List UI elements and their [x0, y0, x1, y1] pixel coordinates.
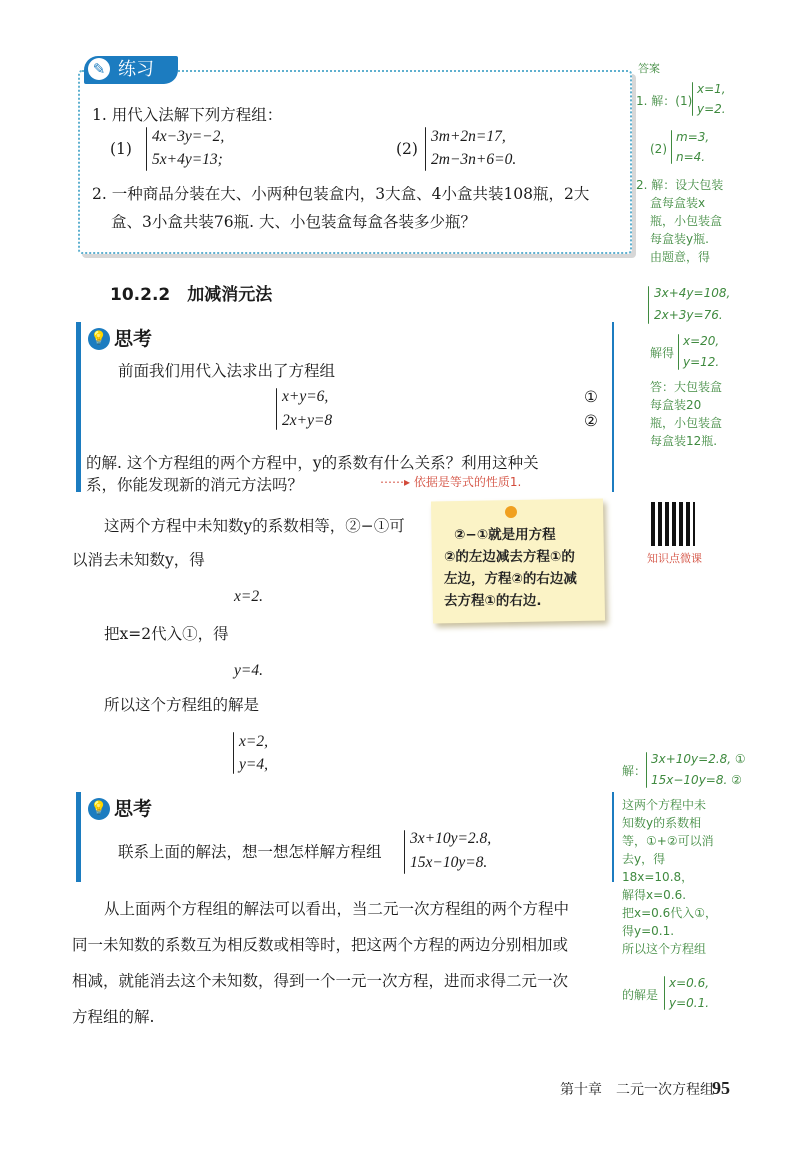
think-title: 思考 — [114, 798, 153, 820]
brace — [692, 82, 693, 116]
sticky-line: ②−①就是用方程 — [454, 527, 556, 543]
answer-2-eq1: 3x+4y=108, — [654, 286, 731, 300]
answer-1-prefix: 1. 解：(1) — [636, 94, 693, 108]
exercise-q1a-label: (1) — [110, 140, 132, 158]
body-eq-x: x=2. — [234, 588, 263, 605]
section-title: 10.2.2 加减消元法 — [110, 285, 273, 305]
brace — [404, 830, 405, 874]
exercise-q1-intro: 1. 用代入法解下列方程组： — [92, 106, 283, 124]
exercise-q1b-eq2: 2m−3n+6=0. — [431, 151, 517, 168]
think2-eq2: 15x−10y=8. — [410, 854, 488, 871]
side-b-eq1: 3x+10y=2.8, ① — [651, 752, 746, 766]
sticky-line: 左边，方程②的右边减 — [444, 571, 577, 587]
answer-line: 这两个方程中未 — [622, 798, 707, 812]
conclusion-line1: 从上面两个方程组的解法可以看出，当二元一次方程组的两个方程中 — [104, 900, 570, 918]
brace — [648, 286, 649, 324]
answer-line: 所以这个方程组 — [622, 942, 707, 956]
sticky-line: 去方程①的右边. — [444, 593, 542, 609]
answer-1b-m: m=3, — [676, 130, 710, 144]
body-eq-y: y=4. — [234, 662, 263, 679]
answer-1b-prefix: (2) — [650, 142, 667, 156]
qr-code[interactable] — [651, 502, 695, 546]
answer-line: 盒每盒装x — [650, 196, 706, 210]
brace — [646, 752, 647, 788]
exercise-title: 练习 — [118, 59, 154, 80]
exercise-q1b-label: (2) — [396, 140, 418, 158]
answer-2-eq2: 2x+3y=76. — [654, 308, 723, 322]
answer-2-x: x=20, — [683, 334, 720, 348]
think1-line1: 前面我们用代入法求出了方程组 — [118, 362, 336, 380]
body-p1-line2: 以消去未知数y，得 — [72, 551, 205, 569]
side-b-text — [622, 796, 732, 958]
answer-line: 答：大包装盒 — [650, 380, 723, 394]
answer-line: 去y，得18x=10.8， — [622, 852, 694, 884]
exercise-q1a-eq2: 5x+4y=13; — [152, 151, 223, 168]
answer-line: 每盒装20 — [650, 398, 702, 412]
lightbulb-icon: 💡 — [88, 798, 110, 820]
conclusion-line4: 方程组的解. — [72, 1008, 155, 1026]
conclusion-line2: 同一未知数的系数互为相反数或相等时，把这两个方程的两边分别相加或 — [72, 936, 569, 954]
brace — [678, 334, 679, 370]
eq-number: ① — [584, 388, 598, 406]
side-b-prefix: 解： — [622, 764, 647, 778]
think-title: 思考 — [114, 328, 153, 350]
exercise-q1a-eq1: 4x−3y=−2, — [152, 128, 225, 145]
side-b-y: y=0.1. — [669, 996, 710, 1010]
answer-line: 瓶，小包装盒 — [650, 214, 723, 228]
answer-line: 等，①+②可以消 — [622, 834, 714, 848]
answer-2-conclusion — [650, 378, 734, 450]
answer-line: 得y=0.1. — [622, 924, 675, 938]
exercise-q2-line2: 盒、3小盒共装76瓶. 大、小包装盒每盒各装多少瓶？ — [111, 213, 476, 231]
brace — [146, 127, 147, 171]
answer-line: 每盒装y瓶. — [650, 232, 709, 246]
answer-1-y: y=2. — [697, 102, 726, 116]
think1-line3: 系，你能发现新的消元方法吗？ — [86, 476, 304, 494]
brace — [671, 130, 672, 164]
think2-text: 联系上面的解法，想一想怎样解方程组 — [118, 843, 382, 861]
answer-line: 由题意，得 — [650, 250, 711, 264]
qr-caption: 知识点微课 — [647, 552, 702, 565]
answer-2-text — [636, 176, 730, 266]
answer-line: 瓶，小包装盒 — [650, 416, 723, 430]
answer-line: 2. 解：设大包装 — [636, 178, 724, 192]
property-note — [380, 474, 521, 490]
answer-2-solve: 解得 — [650, 346, 675, 360]
think1-line2: 的解. 这个方程组的两个方程中，y的系数有什么关系？利用这种关 — [86, 454, 539, 472]
answer-1-x: x=1, — [697, 82, 726, 96]
body-sol2: y=4, — [239, 756, 268, 773]
answer-1b-n: n=4. — [676, 150, 706, 164]
answer-label: 答案 — [638, 62, 660, 75]
conclusion-line3: 相减，就能消去这个未知数，得到一个一元一次方程，进而求得二元一次 — [72, 972, 569, 990]
page-number: 95 — [712, 1078, 730, 1098]
sticky-line: ②的左边减去方程①的 — [444, 549, 575, 565]
answer-line: 把x=0.6代入①， — [622, 906, 717, 920]
body-sol1: x=2, — [239, 733, 268, 750]
body-p3: 所以这个方程组的解是 — [104, 696, 260, 714]
side-b-x: x=0.6, — [669, 976, 710, 990]
think-border — [612, 792, 614, 882]
brace — [664, 976, 665, 1010]
answer-2-y: y=12. — [683, 355, 720, 369]
footer-chapter: 第十章 二元一次方程组 — [560, 1082, 714, 1098]
think-bar — [76, 792, 81, 882]
exercise-q2-line1: 2. 一种商品分装在大、小两种包装盒内，3大盒、4小盒共装108瓶，2大 — [92, 185, 590, 203]
think-border — [612, 322, 614, 492]
answer-line: 每盒装12瓶. — [650, 434, 718, 448]
lightbulb-icon: 💡 — [88, 328, 110, 350]
think-bar — [76, 322, 81, 492]
answer-line: 解得x=0.6. — [622, 888, 687, 902]
pin-icon — [505, 506, 517, 518]
arrow-icon: ⋯⋯▸ — [380, 475, 411, 489]
brace — [425, 127, 426, 171]
body-p2: 把x=2代入①，得 — [104, 625, 229, 643]
sticky-text — [444, 524, 604, 612]
pencil-icon: ✎ — [88, 58, 110, 80]
eq-number: ② — [584, 412, 598, 430]
side-b-sol-prefix: 的解是 — [622, 988, 659, 1002]
exercise-header — [84, 56, 178, 84]
side-b-eq2: 15x−10y=8. ② — [651, 773, 742, 787]
think2-eq1: 3x+10y=2.8, — [410, 830, 492, 847]
property-note-text: 依据是等式的性质1. — [413, 475, 522, 489]
body-p1-line1: 这两个方程中未知数y的系数相等，②−①可 — [104, 517, 405, 535]
think1-eq1: x+y=6, — [282, 388, 329, 405]
brace — [233, 732, 234, 774]
exercise-q1b-eq1: 3m+2n=17, — [431, 128, 506, 145]
think1-eq2: 2x+y=8 — [282, 412, 333, 429]
answer-line: 知数y的系数相 — [622, 816, 702, 830]
brace — [276, 388, 277, 430]
